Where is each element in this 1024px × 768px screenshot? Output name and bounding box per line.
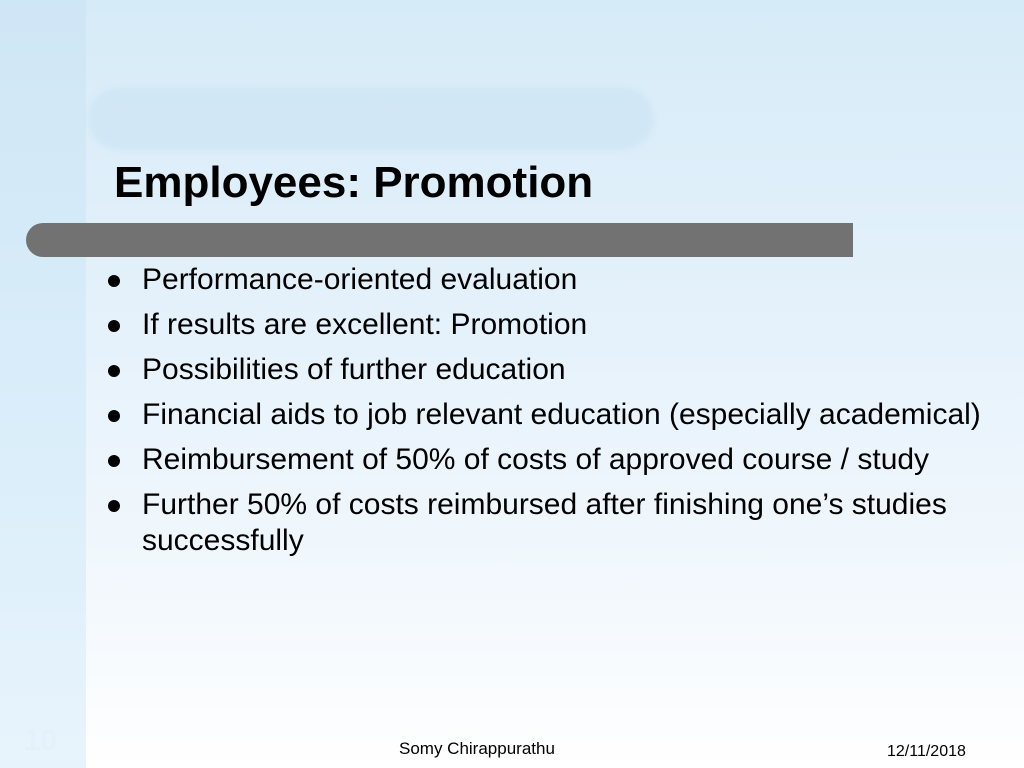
bullet-icon xyxy=(108,275,120,287)
list-item xyxy=(102,487,982,559)
bullet-text: Performance-oriented evaluation xyxy=(142,263,578,296)
bullet-text: Possibilities of further education xyxy=(142,353,566,386)
list-item xyxy=(102,352,982,388)
slide-title: Employees: Promotion xyxy=(114,158,594,207)
list-item xyxy=(102,442,982,478)
bullet-icon xyxy=(108,410,120,422)
footer-date: 12/11/2018 xyxy=(887,743,966,760)
bullet-icon xyxy=(108,500,120,512)
bullet-list xyxy=(102,262,982,568)
left-band-decoration xyxy=(0,0,86,768)
list-item xyxy=(102,397,982,433)
slide-number: 10 xyxy=(24,724,58,757)
bullet-icon xyxy=(108,365,120,377)
title-glow-decoration xyxy=(88,88,654,150)
bullet-text: If results are excellent: Promotion xyxy=(142,308,588,341)
title-underline-bar xyxy=(26,223,853,257)
bullet-icon xyxy=(108,320,120,332)
bullet-text: Reimbursement of 50% of costs of approved course / study xyxy=(142,443,930,476)
list-item xyxy=(102,262,982,298)
bullet-icon xyxy=(108,455,120,467)
list-item xyxy=(102,307,982,343)
footer-author: Somy Chirappurathu xyxy=(399,739,555,758)
bullet-text: Further 50% of costs reimbursed after finishing one’s studies successfully xyxy=(142,488,947,557)
bullet-text: Financial aids to job relevant education (especially academical) xyxy=(142,398,981,431)
